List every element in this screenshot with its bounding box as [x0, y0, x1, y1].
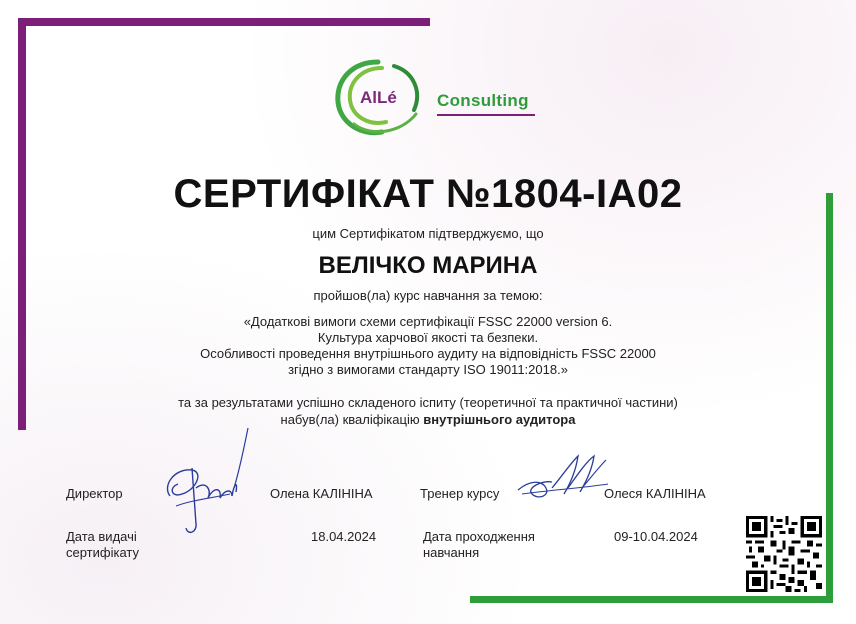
director-name: Олена КАЛІНІНА — [270, 486, 373, 501]
qualification-prefix: набув(ла) кваліфікацію — [280, 412, 424, 427]
green-frame-bottom — [470, 596, 833, 603]
qr-code-icon — [746, 516, 822, 592]
result-line: та за результатами успішно складеного іспиту (теоретичної та практичної частини) — [178, 395, 678, 410]
trainer-name: Олеся КАЛІНІНА — [604, 486, 706, 501]
course-line: Особливості проведення внутрішнього аудиту на відповідність FSSC 22000 — [200, 346, 656, 361]
company-logo — [332, 58, 542, 138]
issue-date-label-line: сертифікату — [66, 545, 139, 560]
logo-underline — [437, 114, 535, 116]
qualification-line — [0, 412, 856, 427]
trainer-signature — [512, 450, 612, 506]
logo-brand-text: AlLé — [360, 88, 397, 107]
recipient-name: ВЕЛІЧКО МАРИНА — [318, 252, 538, 279]
course-line: «Додаткові вимоги схеми сертифікації FSSC 22000 version 6. — [243, 314, 613, 329]
training-date-label — [423, 529, 535, 561]
director-label: Директор — [66, 486, 123, 501]
issue-date-label — [66, 529, 139, 561]
training-date-label-line: навчання — [423, 545, 480, 560]
course-line: Культура харчової якості та безпеки. — [317, 330, 539, 345]
certificate-title: СЕРТИФІКАТ №1804-ІА02 — [173, 172, 683, 216]
director-signature — [152, 428, 252, 540]
qualification-value: внутрішнього аудитора — [423, 412, 576, 427]
purple-frame-top — [18, 18, 430, 26]
trainer-label: Тренер курсу — [420, 486, 500, 501]
confirm-line: цим Сертифікатом підтверджуємо, що — [312, 226, 544, 241]
training-date-value: 09-10.04.2024 — [614, 529, 698, 544]
logo-consulting-text: Consulting — [437, 91, 529, 110]
course-topic — [0, 314, 856, 378]
issue-date-label-line: Дата видачі — [66, 529, 137, 544]
course-line: згідно з вимогами стандарту ISO 19011:2018.» — [288, 362, 568, 377]
issue-date-value: 18.04.2024 — [311, 529, 377, 544]
training-date-label-line: Дата проходження — [423, 529, 535, 544]
course-intro: пройшов(ла) курс навчання за темою: — [313, 288, 543, 303]
